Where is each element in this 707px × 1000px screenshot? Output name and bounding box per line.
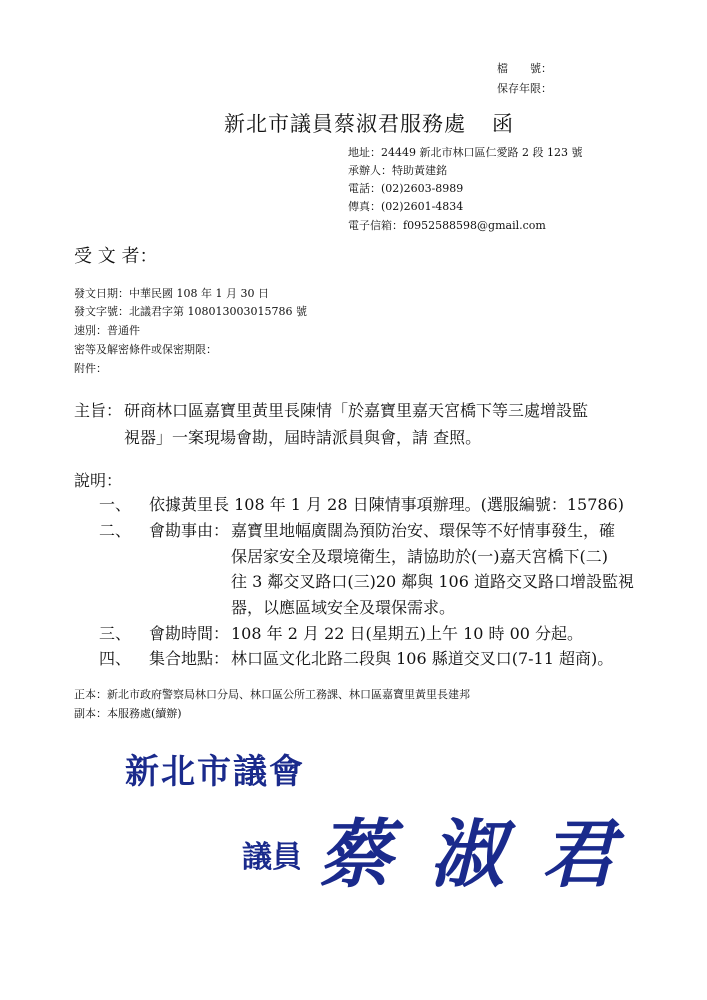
recipient-label: 受 文 者： [74, 246, 158, 267]
explanation-label: 說明： [74, 471, 123, 490]
subject-line-2: 視器」一案現場會勘，屆時請派員與會，請 查照。 [124, 428, 482, 447]
item-2-line-3: 往 3 鄰交叉路口(三)20 鄰與 106 道路交叉路口增設監視 [231, 572, 634, 591]
contact-email: 電子信箱：f0952588598@gmail.com [348, 219, 546, 232]
distribution-copy: 副本：本服務處(續辦) [74, 707, 182, 720]
item-3-num: 三、 [99, 624, 132, 643]
meta-date: 發文日期：中華民國 108 年 1 月 30 日 [74, 287, 269, 300]
contact-address: 地址：24449 新北市林口區仁愛路 2 段 123 號 [348, 146, 583, 159]
contact-phone: 電話：(02)2603-8989 [348, 182, 464, 195]
item-3-line-1: 108 年 2 月 22 日(星期五)上午 10 時 00 分起。 [231, 624, 584, 643]
item-3-label: 會勘時間： [149, 624, 230, 643]
item-4-label: 集合地點： [149, 649, 230, 668]
item-4-line-1: 林口區文化北路二段與 106 縣道交叉口(7-11 超商)。 [231, 649, 614, 668]
item-4-num: 四、 [99, 649, 132, 668]
letter-title [224, 108, 514, 138]
subject-label: 主旨： [74, 401, 123, 420]
item-2-line-2: 保居家安全及環境衛生，請協助於(一)嘉天宮橋下(二) [231, 547, 608, 566]
seal-role: 議員 [242, 840, 302, 875]
contact-handler: 承辦人：特助黃建銘 [348, 164, 447, 177]
item-2-line-1: 嘉寶里地幅廣闊為預防治安、環保等不好情事發生，確 [231, 521, 616, 540]
meta-doc-no: 發文字號：北議君字第 108013003015786 號 [74, 305, 307, 318]
item-1-num: 一、 [99, 495, 132, 514]
archive-retention: 保存年限： [497, 82, 552, 95]
item-2-line-4: 器，以應區域安全及環保需求。 [231, 598, 456, 617]
subject-line-1: 研商林口區嘉寶里黃里長陳情「於嘉寶里嘉天宮橋下等三處增設監 [124, 401, 589, 420]
meta-delivery: 速別：普通件 [74, 324, 140, 337]
org-name: 新北市議員蔡淑君服務處 [224, 112, 466, 136]
archive-file-no: 檔 號： [497, 62, 552, 75]
item-2-num: 二、 [99, 521, 132, 540]
meta-attachment: 附件： [74, 362, 107, 375]
seal-name: 蔡 淑 君 [318, 812, 622, 898]
seal-council: 新北市議會 [125, 752, 305, 792]
item-1-line-1: 依據黃里長 108 年 1 月 28 日陳情事項辦理。(選服編號：15786) [149, 495, 624, 514]
contact-fax: 傳真：(02)2601-4834 [348, 200, 464, 213]
doc-type: 函 [492, 112, 514, 136]
meta-secrecy: 密等及解密條件或保密期限： [74, 343, 217, 356]
distribution-original: 正本：新北市政府警察局林口分局、林口區公所工務課、林口區嘉寶里黃里長建邦 [74, 688, 470, 701]
item-2-label: 會勘事由： [149, 521, 230, 540]
